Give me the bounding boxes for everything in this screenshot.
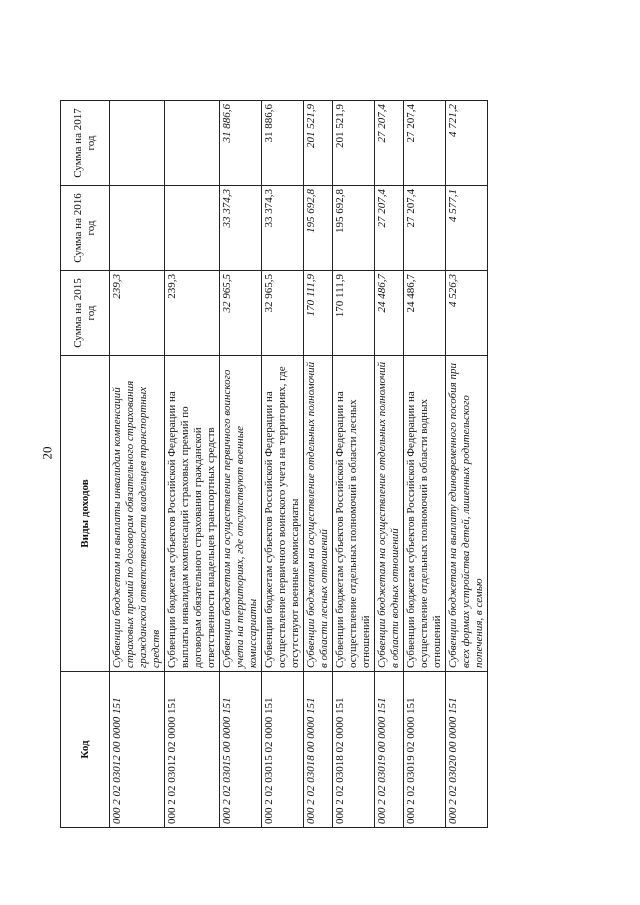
table-body [110,101,488,828]
sum-2015-cell: 239,3 [110,271,165,356]
table-container [60,100,543,828]
table-row [375,101,404,828]
sum-2015-cell: 32 965,5 [262,271,304,356]
description-cell: Субвенции бюджетам на выплату единовременного пособия при всех формах устройства детей, лишенных родительского попечения, в семью [446,356,488,672]
sum-2017-cell: 201 521,9 [333,101,375,186]
page-number: 20 [39,446,55,460]
header-sum-2015: Сумма на 2015 год [61,271,110,356]
table-row [262,101,304,828]
sum-2015-cell: 170 111,9 [304,271,333,356]
description-cell: Субвенции бюджетам на осуществление отдельных полномочий в области водных отношений [375,356,404,672]
code-cell: 000 2 02 03012 02 0000 151 [165,672,220,828]
table-row [165,101,220,828]
table-row [220,101,262,828]
table-row [404,101,446,828]
sum-2017-cell: 4 721,2 [446,101,488,186]
sum-2016-cell: 195 692,8 [333,186,375,271]
sum-2015-cell: 32 965,5 [220,271,262,356]
sum-2015-cell: 4 526,3 [446,271,488,356]
description-cell: Субвенции бюджетам субъектов Российской Федерации на выплаты инвалидам компенсаций страховых премий по договорам обязательного страхования гражданской ответственности владельцев транспортных средств [165,356,220,672]
sum-2015-cell: 239,3 [165,271,220,356]
sum-2017-cell [165,101,220,186]
description-cell: Субвенции бюджетам на осуществление отдельных полномочий в области лесных отношений [304,356,333,672]
sum-2016-cell: 33 374,3 [262,186,304,271]
table-row [304,101,333,828]
code-cell: 000 2 02 03012 00 0000 151 [110,672,165,828]
sum-2015-cell: 170 111,9 [333,271,375,356]
code-cell: 000 2 02 03018 02 0000 151 [333,672,375,828]
code-cell: 000 2 02 03015 02 0000 151 [262,672,304,828]
sum-2016-cell: 27 207,4 [375,186,404,271]
rotated-table-frame [60,100,543,828]
sum-2017-cell: 27 207,4 [404,101,446,186]
header-sum-2016: Сумма на 2016 год [61,186,110,271]
sum-2017-cell: 31 886,6 [220,101,262,186]
sum-2016-cell [165,186,220,271]
sum-2016-cell: 27 207,4 [404,186,446,271]
header-description: Виды доходов [61,356,110,672]
header-row [61,101,110,828]
header-code: Код [61,672,110,828]
sum-2017-cell: 31 886,6 [262,101,304,186]
sum-2015-cell: 24 486,7 [375,271,404,356]
sum-2017-cell: 27 207,4 [375,101,404,186]
sum-2016-cell: 195 692,8 [304,186,333,271]
code-cell: 000 2 02 03020 00 0000 151 [446,672,488,828]
sum-2015-cell: 24 486,7 [404,271,446,356]
table-row [110,101,165,828]
description-cell: Субвенции бюджетам на выплаты инвалидам компенсаций страховых премий по договорам обязательного страхования гражданской ответственности владельцев транспортных средств [110,356,165,672]
description-cell: Субвенции бюджетам на осуществление первичного воинского учета на территориях, где отсутствуют военные комиссариаты [220,356,262,672]
description-cell: Субвенции бюджетам субъектов Российской Федерации на осуществление первичного воинского учета на территориях, где отсутствуют военные комиссариаты [262,356,304,672]
description-cell: Субвенции бюджетам субъектов Российской Федерации на осуществление отдельных полномочий в области водных отношений [404,356,446,672]
description-cell: Субвенции бюджетам субъектов Российской Федерации на осуществление отдельных полномочий в области лесных отношений [333,356,375,672]
code-cell: 000 2 02 03015 00 0000 151 [220,672,262,828]
code-cell: 000 2 02 03018 00 0000 151 [304,672,333,828]
sum-2016-cell [110,186,165,271]
table-row [333,101,375,828]
code-cell: 000 2 02 03019 02 0000 151 [404,672,446,828]
budget-table [60,100,488,828]
header-sum-2017: Сумма на 2017 год [61,101,110,186]
code-cell: 000 2 02 03019 00 0000 151 [375,672,404,828]
sum-2016-cell: 33 374,3 [220,186,262,271]
sum-2017-cell: 201 521,9 [304,101,333,186]
table-row [446,101,488,828]
sum-2017-cell [110,101,165,186]
sum-2016-cell: 4 577,1 [446,186,488,271]
